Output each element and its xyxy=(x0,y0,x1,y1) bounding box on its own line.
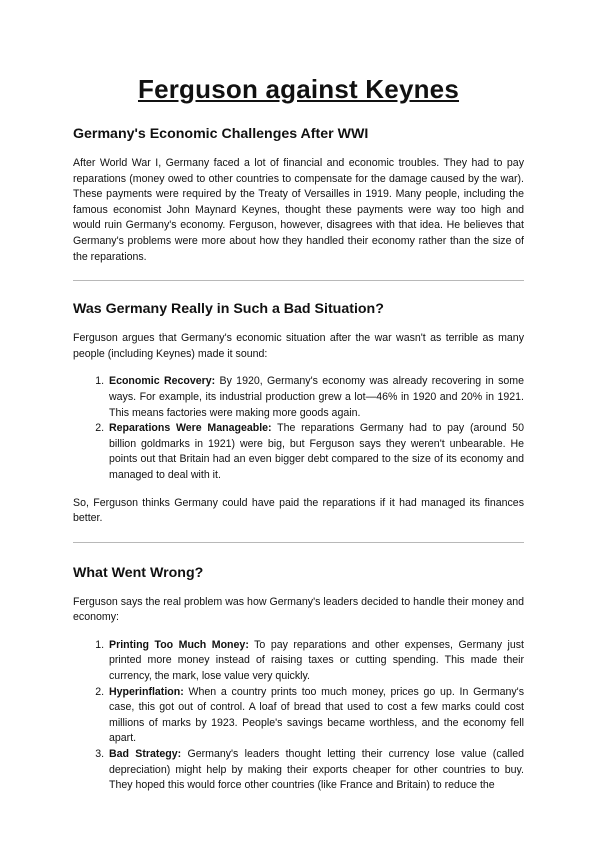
section-conclusion: So, Ferguson thinks Germany could have paid the reparations if it had managed its finances better. xyxy=(73,496,524,525)
section-bad-situation xyxy=(73,300,524,527)
problem-list xyxy=(73,638,524,794)
list-item-text: By 1920, Germany's economy was already recovering in some ways. For example, its industrial production grew a lot—46% in 1920 and 20% in 1921. This means factories were making more goods again. xyxy=(109,375,524,419)
section-divider xyxy=(73,542,524,543)
section-paragraph: After World War I, Germany faced a lot of financial and economic troubles. They had to pay reparations (money owed to other countries to compensate for the damage caused by the war). These payments were required by the Treaty of Versailles in 1919. Many people, including the famous economist John Maynard Keynes, thought these payments were way too high and would ruin Germany's economy. Ferguson, however, disagrees with that idea. He believes that Germany's problems were more about how they handled their economy rather than the size of the reparations. xyxy=(73,157,524,263)
list-item-label: Economic Recovery: xyxy=(109,375,216,388)
section-heading: Germany's Economic Challenges After WWI xyxy=(73,126,369,142)
list-item-text: The reparations Germany had to pay (around 50 billion goldmarks in 1921) were big, but Ferguson says they weren't unbearable. He points out that Britain had an even bigger debt compared to the size of its economy and managed to deal with it. xyxy=(109,422,525,481)
list-item xyxy=(107,685,524,747)
section-heading: Was Germany Really in Such a Bad Situation? xyxy=(73,301,384,318)
list-item xyxy=(107,374,524,421)
list-item-label: Reparations Were Manageable: xyxy=(109,422,272,435)
section-intro: Ferguson argues that Germany's economic situation after the war wasn't as terrible as many people (including Keynes) made it sound: xyxy=(73,332,524,360)
list-item xyxy=(107,638,524,685)
section-intro: Ferguson says the real problem was how Germany's leaders decided to handle their money and economy: xyxy=(73,595,524,624)
list-item xyxy=(107,747,524,794)
list-item-text: To pay reparations and other expenses, Germany just printed more money instead of raising taxes or cutting spending. This made their currency, the mark, lose value very quickly. xyxy=(109,638,524,683)
section-heading: What Went Wrong? xyxy=(73,564,204,581)
list-item-text: When a country prints too much money, prices go up. In Germany's case, this got out of control. A loaf of bread that used to cost a few marks could cost millions of marks by 1923. People's savings became worthless, and the economy fell apart. xyxy=(109,685,524,745)
list-item-label: Hyperinflation: xyxy=(109,685,184,698)
list-item xyxy=(107,421,524,483)
section-what-went-wrong xyxy=(73,564,524,794)
section-divider xyxy=(73,280,524,281)
list-item-text: Germany's leaders thought letting their currency lose value (called depreciation) might help by making their exports cheaper for other countries to buy. They hoped this would force other countries (like France and Britain) to reduce the xyxy=(109,748,525,792)
page-title: Ferguson against Keynes xyxy=(137,74,460,104)
list-item-label: Printing Too Much Money: xyxy=(109,638,249,651)
list-item-label: Bad Strategy: xyxy=(109,748,182,761)
section-economic-challenges xyxy=(73,125,524,265)
argument-list xyxy=(73,374,524,483)
